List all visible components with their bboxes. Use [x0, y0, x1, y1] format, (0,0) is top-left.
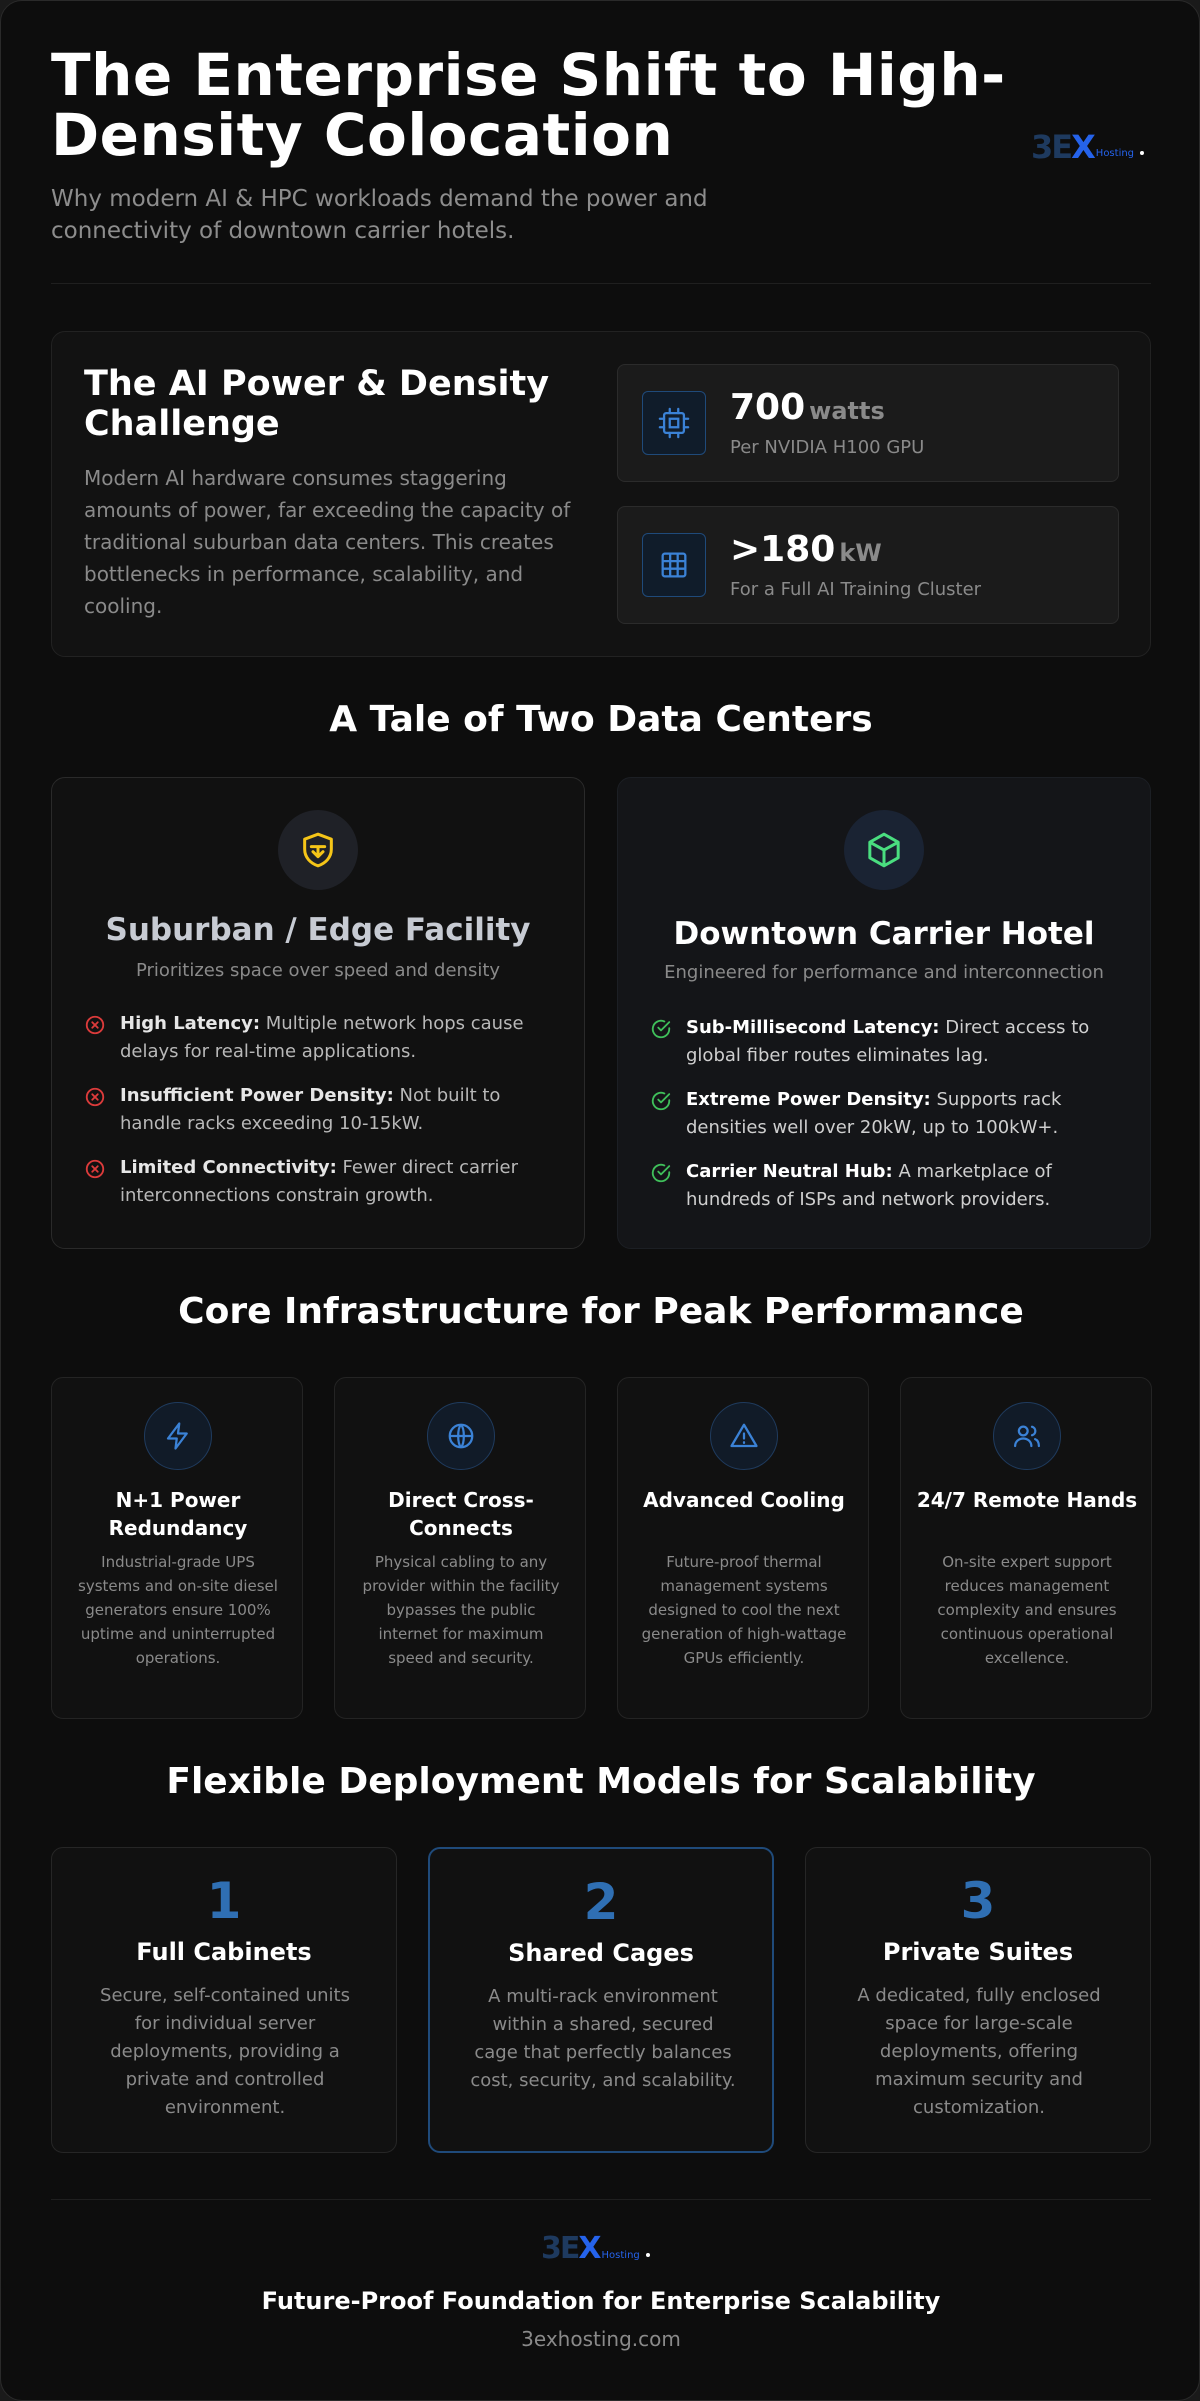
model-number: 2 — [583, 1873, 619, 1931]
suburban-card — [51, 777, 585, 1249]
comparison-title: A Tale of Two Data Centers — [329, 699, 873, 740]
stat-value-gpu: 700 watts — [730, 387, 885, 428]
downtown-title: Downtown Carrier Hotel — [673, 916, 1095, 952]
footer-logo[interactable] — [541, 2233, 650, 2265]
feature-card-power — [51, 1377, 303, 1719]
feature-title: Direct Cross-Connects — [388, 1488, 534, 1540]
stat-card-cluster — [617, 506, 1119, 624]
grid-cluster-icon — [642, 533, 706, 597]
infrastructure-title: Core Infrastructure for Peak Performance — [178, 1291, 1024, 1332]
list-item: Sub-Millisecond Latency: Direct access to global fiber routes eliminates lag. — [650, 1014, 1120, 1070]
list-item: Limited Connectivity: Fewer direct carrier interconnections constrain growth. — [84, 1154, 554, 1210]
cube-icon — [844, 810, 924, 890]
check-circle-icon — [650, 1018, 672, 1040]
x-circle-icon — [84, 1086, 106, 1108]
feature-title: 24/7 Remote Hands — [916, 1488, 1138, 1512]
model-body: A multi-rack environment within a shared, secured cage that perfectly balances cost, security, and scalability. — [470, 1986, 736, 2091]
footer-url-link[interactable]: 3exhosting.com — [521, 2327, 681, 2351]
challenge-card — [51, 331, 1151, 657]
model-card-cages — [428, 1847, 774, 2153]
stat-card-gpu — [617, 364, 1119, 482]
hero-divider — [51, 283, 1151, 284]
feature-body: On-site expert support reduces management complexity and ensures continuous operational excellence. — [937, 1553, 1117, 1667]
suburban-title: Suburban / Edge Facility — [105, 912, 531, 948]
footer-divider — [51, 2199, 1151, 2200]
list-item: High Latency: Multiple network hops cause delays for real-time applications. — [84, 1010, 554, 1066]
model-card-suites — [805, 1847, 1151, 2153]
model-body: Secure, self-contained units for individual server deployments, providing a private and controlled environment. — [100, 1985, 350, 2118]
challenge-body: Modern AI hardware consumes staggering amounts of power, far exceeding the capacity of traditional suburban data centers. This creates bottlenecks in performance, scalability, and cooling. — [84, 466, 571, 618]
model-number: 3 — [960, 1872, 996, 1930]
model-title: Shared Cages — [508, 1939, 694, 1967]
globe-icon — [427, 1402, 495, 1470]
suburban-tagline: Prioritizes space over speed and density — [135, 960, 501, 981]
hero-section — [51, 41, 1151, 247]
logo-word: Hosting — [601, 2250, 640, 2261]
list-item: Carrier Neutral Hub: A marketplace of hundreds of ISPs and network providers. — [650, 1158, 1120, 1214]
footer-title: Future-Proof Foundation for Enterprise Scalability — [261, 2287, 941, 2315]
lightning-icon — [144, 1402, 212, 1470]
model-number: 1 — [206, 1872, 242, 1930]
stat-caption-gpu: Per NVIDIA H100 GPU — [730, 437, 925, 458]
feature-body: Future-proof thermal management systems designed to cool the next generation of high-wattage GPUs efficiently. — [641, 1553, 847, 1667]
shield-icon — [278, 810, 358, 890]
check-circle-icon — [650, 1090, 672, 1112]
logo-word: Hosting — [1095, 148, 1135, 159]
model-title: Private Suites — [882, 1938, 1074, 1966]
feature-card-cross-connects — [334, 1377, 586, 1719]
page-title: The Enterprise Shift to High-Density Colocation — [51, 41, 1006, 169]
suburban-list — [84, 1010, 554, 1226]
feature-body: Industrial-grade UPS systems and on-site diesel generators ensure 100% uptime and uninterrupted operations. — [78, 1553, 278, 1667]
warning-triangle-icon — [710, 1402, 778, 1470]
downtown-tagline: Engineered for performance and interconnection — [664, 962, 1104, 983]
challenge-title: The AI Power & Density Challenge — [84, 364, 550, 444]
logo-mark: 3EX — [1031, 128, 1094, 166]
list-item: Extreme Power Density: Supports rack densities well over 20kW, up to 100kW+. — [650, 1086, 1120, 1142]
stat-value-cluster: >180 kW — [730, 529, 882, 570]
deployment-title: Flexible Deployment Models for Scalability — [166, 1761, 1036, 1802]
list-item: Insufficient Power Density: Not built to handle racks exceeding 10-15kW. — [84, 1082, 554, 1138]
check-circle-icon — [650, 1162, 672, 1184]
stat-caption-cluster: For a Full AI Training Cluster — [730, 579, 982, 600]
feature-title: Advanced Cooling — [643, 1488, 845, 1512]
model-card-cabinets — [51, 1847, 397, 2153]
x-circle-icon — [84, 1158, 106, 1180]
logo-mark: 3EX — [541, 2231, 600, 2266]
users-icon — [993, 1402, 1061, 1470]
feature-card-cooling — [617, 1377, 869, 1719]
feature-body: Physical cabling to any provider within the facility bypasses the public internet for maximum speed and security. — [362, 1553, 560, 1667]
page-subtitle: Why modern AI & HPC workloads demand the power and connectivity of downtown carrier hotels. — [51, 186, 708, 244]
feature-card-remote-hands — [900, 1377, 1152, 1719]
feature-title: N+1 Power Redundancy — [108, 1488, 248, 1540]
logo-dot — [646, 2253, 650, 2257]
cpu-chip-icon — [642, 391, 706, 455]
brand-logo[interactable] — [1031, 128, 1144, 166]
model-title: Full Cabinets — [136, 1938, 312, 1966]
downtown-list — [650, 1014, 1120, 1230]
downtown-card — [617, 777, 1151, 1249]
model-body: A dedicated, fully enclosed space for large-scale deployments, offering maximum security and customization. — [857, 1985, 1101, 2118]
x-circle-icon — [84, 1014, 106, 1036]
logo-dot — [1140, 151, 1144, 155]
